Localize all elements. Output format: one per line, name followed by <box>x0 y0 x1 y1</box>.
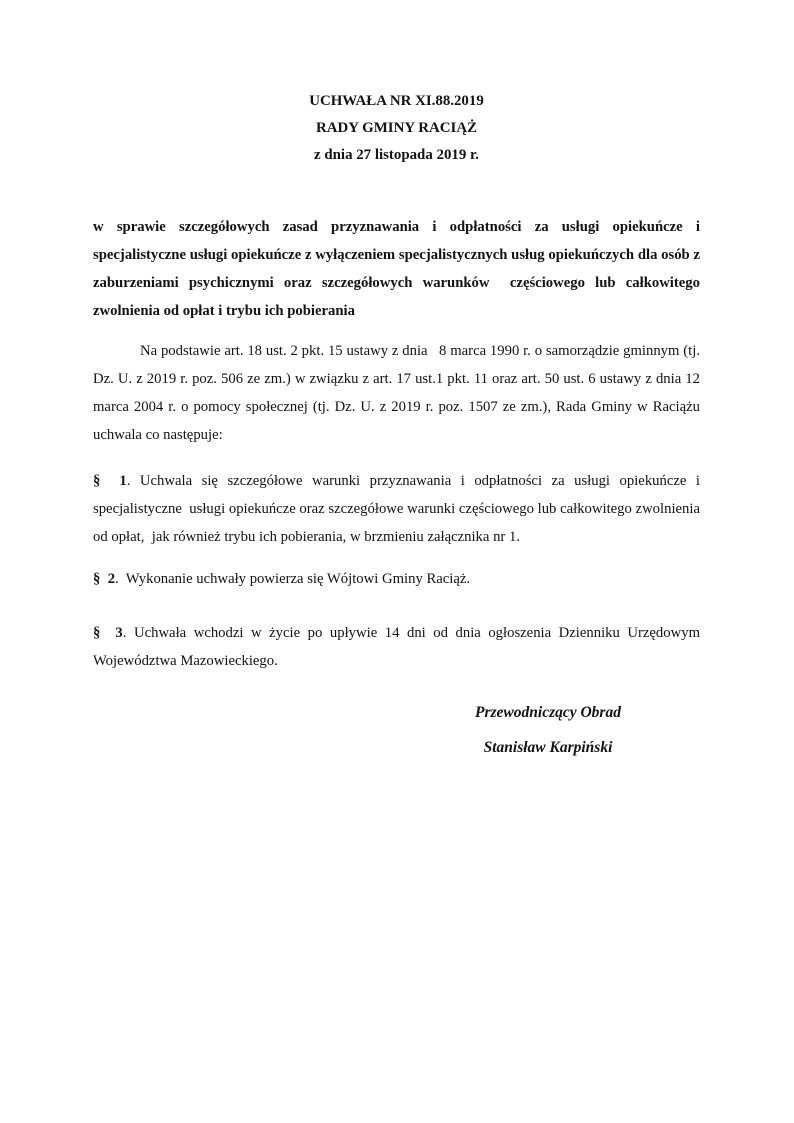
section-1-marker: § 1 <box>93 473 127 489</box>
heading-date: z dnia 27 listopada 2019 r. <box>314 147 479 163</box>
heading-authority: RADY GMINY RACIĄŻ <box>315 120 478 136</box>
section-3-marker: § 3 <box>93 625 123 641</box>
preamble-paragraph: Na podstawie art. 18 ust. 2 pkt. 15 ustawy z dnia 8 marca 1990 r. o samorządzie gminnym (tj. Dz. U. z 2019 r. poz. 506 ze zm.) w związku z art. 17 ust.1 pkt. 11 oraz art. 50 ust. 6 ustawy z dnia 12 marca 2004 r. o pomocy społecznej (tj. Dz. U. z 2019 r. poz. 1507 ze zm.), Rada Gminy w Raciążu uchwala co następuje: <box>93 343 704 443</box>
signature-role: Przewodniczący Obrad <box>475 704 621 721</box>
signature-name: Stanisław Karpiński <box>483 739 613 756</box>
section-paragraph-2 <box>93 565 700 593</box>
signature-block <box>398 695 698 765</box>
section-paragraph-1 <box>93 467 704 551</box>
document-heading <box>93 88 700 169</box>
heading-resolution-number: UCHWAŁA NR XI.88.2019 <box>309 93 484 109</box>
section-3-text: . Uchwała wchodzi w życie po upływie 14 dni od dnia ogłoszenia Dzienniku Urzędowym Województwa Mazowieckiego. <box>93 625 704 669</box>
subject-paragraph: w sprawie szczegółowych zasad przyznawania i odpłatności za usługi opiekuńcze i specjalistyczne usługi opiekuńcze z wyłączeniem specjalistycznych usług opiekuńczych dla osób z zaburzeniami psychicznymi oraz szczegółowych warunków częściowego lub całkowitego zwolnienia od opłat i trybu ich pobierania <box>93 219 704 319</box>
section-2-text: . Wykonanie uchwały powierza się Wójtowi Gminy Raciąż. <box>115 571 471 587</box>
section-2-marker: § 2 <box>93 571 116 587</box>
document-content <box>93 0 704 765</box>
section-paragraph-3 <box>93 619 704 675</box>
section-1-text: . Uchwala się szczegółowe warunki przyznawania i odpłatności za usługi opiekuńcze i specjalistyczne usługi opiekuńcze oraz szczegółowe warunki częściowego lub całkowitego zwolnienia od opłat, jak również trybu ich pobierania, w brzmieniu załącznika nr 1. <box>93 473 704 545</box>
